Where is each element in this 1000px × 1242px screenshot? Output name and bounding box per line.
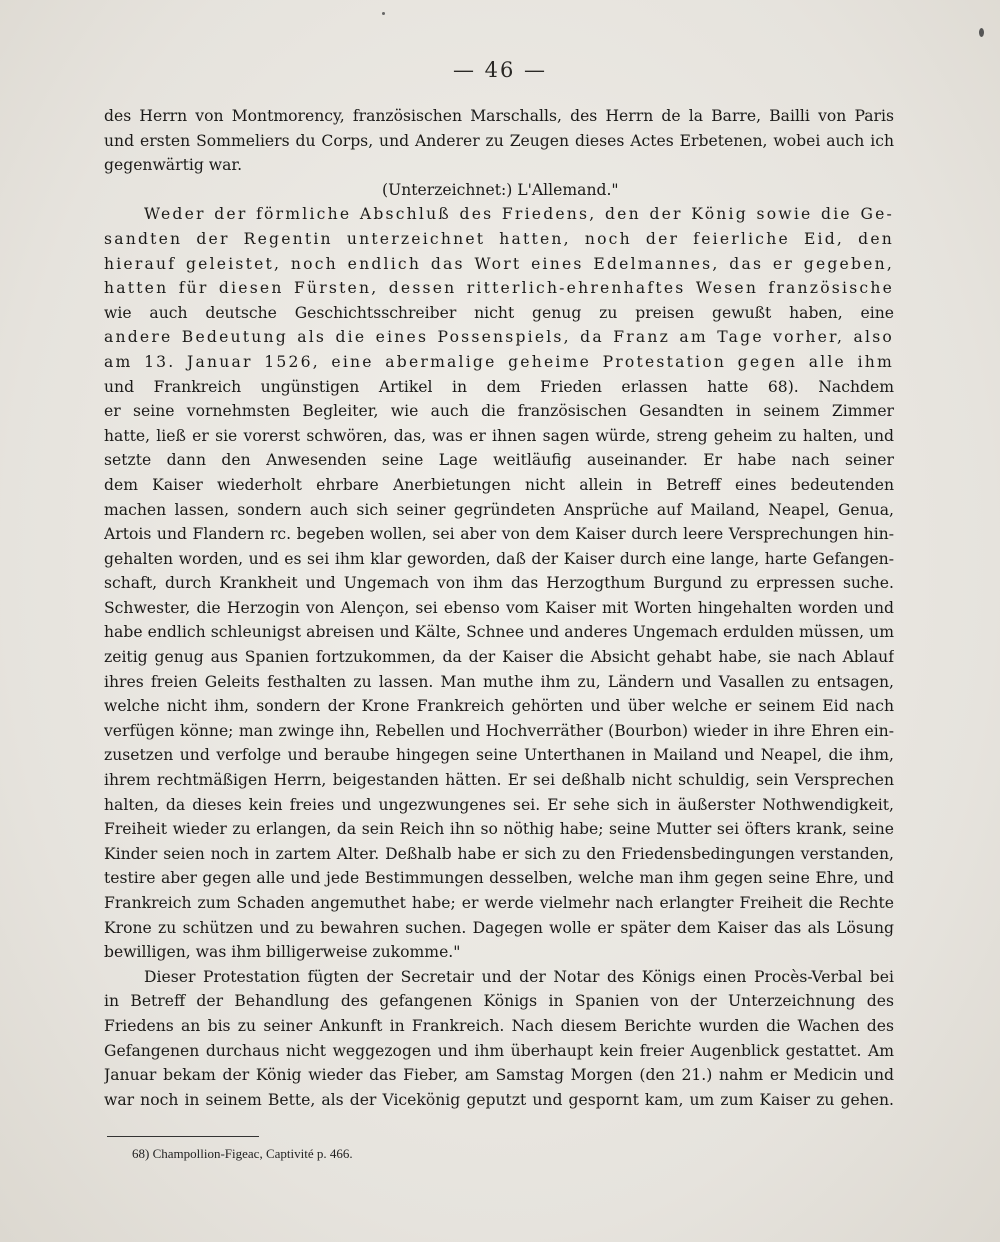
text-line: ihres freien Geleits festhalten zu lassen. Man muthe ihm zu, Ländern und Vasallen zu entsagen, <box>104 672 894 691</box>
text-line: Freiheit wieder zu erlangen, da sein Reich ihn so nöthig habe; seine Mutter sei öfters krank, seine <box>104 820 894 839</box>
text-line: Januar bekam der König wieder das Fieber, am Samstag Morgen (den 21.) nahm er Medicin und <box>104 1066 894 1085</box>
text-line: dem Kaiser wiederholt ehrbare Anerbietungen nicht allein in Betreff eines bedeutenden <box>104 475 894 494</box>
text-line: sandten der Regentin unterzeichnet hatten, noch der feierliche Eid, den <box>104 229 894 248</box>
text-line: bewilligen, was ihm billigerweise zukomme." <box>104 943 461 962</box>
text-line: halten, da dieses kein freies und ungezwungenes sei. Er sehe sich in äußerster Nothwendigkeit, <box>104 795 894 814</box>
text-line: Gefangenen durchaus nicht weggezogen und ihm überhaupt kein freier Augenblick gestattet. Am <box>104 1041 894 1060</box>
text-line: gehalten worden, und es sei ihm klar geworden, daß der Kaiser durch eine lange, harte Gefangen- <box>104 549 894 568</box>
text-line: Weder der förmliche Abschluß des Friedens, den der König sowie die Ge- <box>144 205 894 224</box>
text-line: er seine vornehmsten Begleiter, wie auch die französischen Gesandten in seinem Zimmer <box>104 402 894 421</box>
text-line: am 13. Januar 1526, eine abermalige geheime Protestation gegen alle ihm <box>104 352 894 371</box>
text-line: testire aber gegen alle und jede Bestimmungen desselben, welche man ihm gegen seine Ehre, und <box>104 869 894 888</box>
text-line: Dieser Protestation fügten der Secretair und der Notar des Königs einen Procès-Verbal bei <box>144 967 894 986</box>
text-line: andere Bedeutung als die eines Possenspiels, da Franz am Tage vorher, also <box>104 328 894 347</box>
footnote-divider <box>107 1136 259 1137</box>
text-line: machen lassen, sondern auch sich seiner gegründeten Ansprüche auf Mailand, Neapel, Genua, <box>104 500 894 519</box>
text-line: schaft, durch Krankheit und Ungemach von ihm das Herzogthum Burgund zu erpressen suche. <box>104 574 894 593</box>
text-line: setzte dann den Anwesenden seine Lage weitläufig auseinander. Er habe nach seiner <box>104 451 894 470</box>
text-line: habe endlich schleunigst abreisen und Kälte, Schnee und anderes Ungemach erdulden müssen, um <box>104 623 894 642</box>
text-line: verfügen könne; man zwinge ihn, Rebellen und Hochverräther (Bourbon) wieder in ihre Ehren ein- <box>104 721 894 740</box>
text-line: Frankreich zum Schaden angemuthet habe; er werde vielmehr nach erlangter Freiheit die Rechte <box>104 894 894 912</box>
text-line: hatten für diesen Fürsten, dessen ritterlich-ehrenhaftes Wesen französische <box>104 279 894 298</box>
text-line: Artois und Flandern rc. begeben wollen, sei aber von dem Kaiser durch leere Versprechungen hin- <box>104 525 894 544</box>
text-line: hatte, ließ er sie vorerst schwören, das, was er ihnen sagen würde, streng geheim zu halten, und <box>104 426 894 445</box>
text-line: zusetzen und verfolge und beraube hingegen seine Unterthanen in Mailand und Neapel, die ihm, <box>104 746 894 765</box>
text-line: wie auch deutsche Geschichtsschreiber nicht genug zu preisen gewußt haben, eine <box>104 303 894 322</box>
ink-speck <box>979 28 984 37</box>
text-line: hierauf geleistet, noch endlich das Wort eines Edelmannes, das er gegeben, <box>104 254 894 273</box>
text-line: Kinder seien noch in zartem Alter. Deßhalb habe er sich zu den Friedensbedingungen verstanden, <box>104 844 894 863</box>
ink-speck <box>382 12 385 15</box>
signature-line: (Unterzeichnet:) L'Allemand." <box>382 180 619 199</box>
text-line: des Herrn von Montmorency, französischen Marschalls, des Herrn de la Barre, Bailli von Paris <box>104 107 894 125</box>
text-line: Friedens an bis zu seiner Ankunft in Frankreich. Nach diesem Berichte wurden die Wachen des <box>104 1016 894 1035</box>
text-line: Krone zu schützen und zu bewahren suchen. Dagegen wolle er später dem Kaiser das als Lösung <box>104 918 894 937</box>
page-number: — 46 — <box>452 58 548 82</box>
text-line: Schwester, die Herzogin von Alençon, sei ebenso vom Kaiser mit Worten hingehalten worden und <box>104 598 894 617</box>
text-line: welche nicht ihm, sondern der Krone Frankreich gehörten und über welche er seinem Eid nach <box>104 697 894 716</box>
body-text <box>104 104 894 1112</box>
text-line: war noch in seinem Bette, als der Vicekönig geputzt und gespornt kam, um zum Kaiser zu gehen. <box>104 1090 894 1109</box>
text-line: ihrem rechtmäßigen Herrn, beigestanden hätten. Er sei deßhalb nicht schuldig, sein Versprechen <box>104 771 894 790</box>
text-line: und ersten Sommeliers du Corps, und Anderer zu Zeugen dieses Actes Erbetenen, wobei auch ich <box>104 131 894 150</box>
text-line: in Betreff der Behandlung des gefangenen Königs in Spanien von der Unterzeichnung des <box>104 992 894 1011</box>
text-line: gegenwärtig war. <box>104 156 243 175</box>
footnote: 68) Champollion-Figeac, Captivité p. 466. <box>132 1146 353 1161</box>
text-line: zeitig genug aus Spanien fortzukommen, da der Kaiser die Absicht gehabt habe, sie nach Ablauf <box>104 648 894 667</box>
text-line: und Frankreich ungünstigen Artikel in dem Frieden erlassen hatte 68). Nachdem <box>104 377 894 396</box>
